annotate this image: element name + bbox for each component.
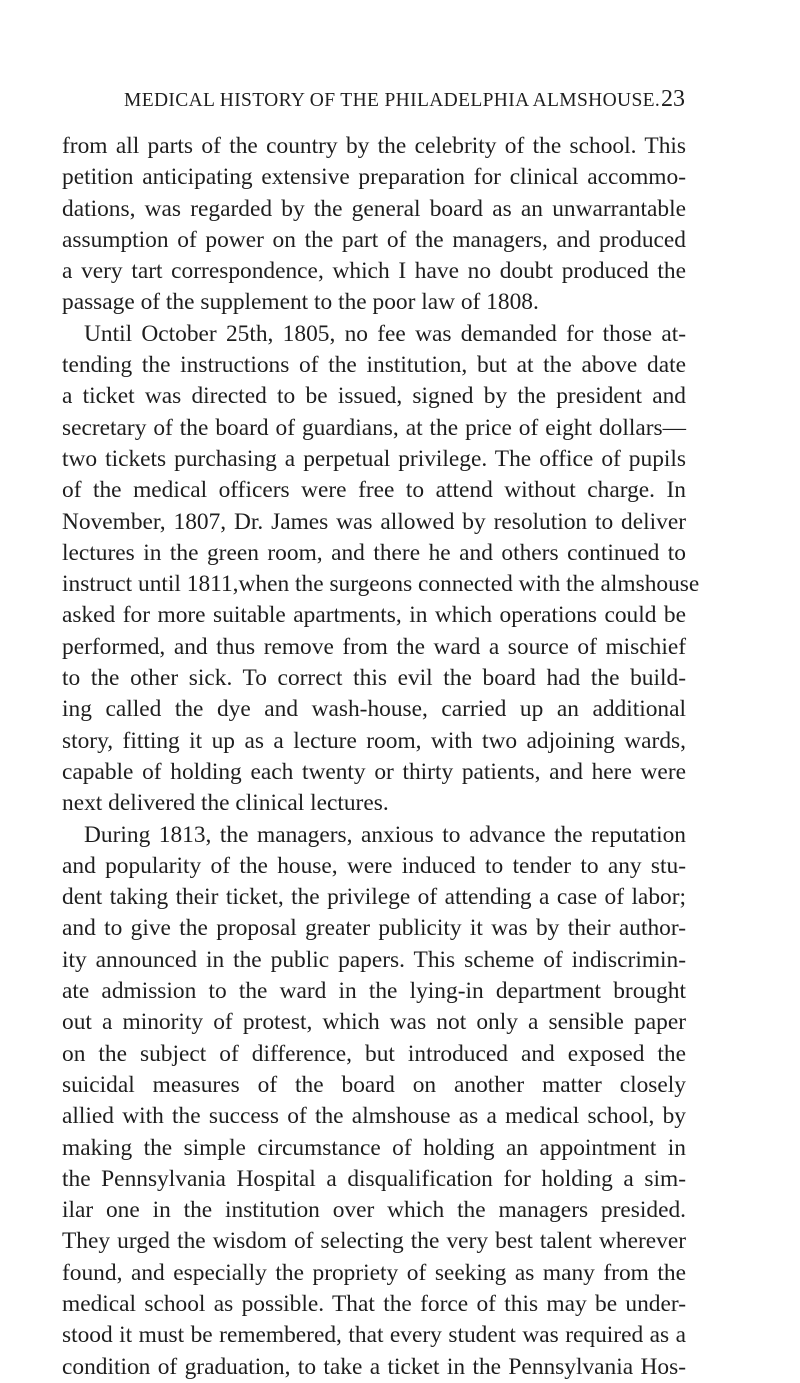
text-line: performed, and thus remove from the ward a source of mischief [62, 633, 686, 660]
text-line: condition of graduation, to take a ticket in the Pennsylvania Hos- [62, 1353, 686, 1380]
text-line: suicidal measures of the board on another matter closely [62, 1071, 686, 1098]
text-line: a very tart correspondence, which I have no doubt produced the [62, 258, 686, 285]
body-text [62, 131, 700, 1383]
running-head [124, 86, 685, 116]
text-line: the Pennsylvania Hospital a disqualification for holding a sim- [62, 1165, 686, 1192]
page-number: 23 [661, 86, 685, 112]
text-line: November, 1807, Dr. James was allowed by resolution to deliver [62, 508, 686, 535]
text-line: secretary of the board of guardians, at the price of eight dollars— [62, 414, 686, 441]
running-title: MEDICAL HISTORY OF THE PHILADELPHIA ALMSHOUSE. [124, 90, 661, 111]
text-line: out a minority of protest, which was not only a sensible paper [62, 1009, 686, 1036]
text-line: a ticket was directed to be issued, signed by the president and [62, 383, 686, 410]
text-line: capable of holding each twenty or thirty patients, and here were [62, 758, 686, 785]
text-line: making the simple circumstance of holding an appointment in [62, 1134, 686, 1161]
text-line: ate admission to the ward in the lying-in department brought [62, 978, 686, 1005]
text-line: medical school as possible. That the force of this may be under- [62, 1290, 686, 1317]
text-line: Until October 25th, 1805, no fee was demanded for those at- [84, 320, 686, 347]
text-line: dent taking their ticket, the privilege of attending a case of labor; [62, 884, 686, 911]
text-line: petition anticipating extensive preparation for clinical accommo- [62, 164, 686, 191]
text-line: allied with the success of the almshouse as a medical school, by [62, 1103, 686, 1130]
text-line: passage of the supplement to the poor law of 1808. [62, 289, 539, 316]
text-line: and to give the proposal greater publicity it was by their author- [62, 915, 686, 942]
text-line: instruct until 1811,when the surgeons connected with the almshouse [62, 571, 700, 598]
text-line: dations, was regarded by the general board as an unwarrantable [62, 195, 686, 222]
text-line: ing called the dye and wash-house, carried up an additional [62, 696, 686, 723]
text-line: to the other sick. To correct this evil the board had the build- [62, 665, 686, 692]
text-line: ilar one in the institution over which the managers presided. [62, 1197, 686, 1224]
text-line: next delivered the clinical lectures. [62, 790, 389, 817]
text-line: and popularity of the house, were induced to tender to any stu- [62, 852, 686, 879]
text-line: of the medical officers were free to attend without charge. In [62, 477, 686, 504]
text-line: During 1813, the managers, anxious to advance the reputation [84, 821, 686, 848]
text-line: from all parts of the country by the celebrity of the school. This [62, 133, 686, 159]
text-line: stood it must be remembered, that every student was required as a [62, 1322, 686, 1349]
text-line: found, and especially the propriety of seeking as many from the [62, 1259, 686, 1286]
text-line: assumption of power on the part of the managers, and produced [62, 226, 686, 253]
text-line: ity announced in the public papers. This scheme of indiscrimin- [62, 946, 686, 973]
text-line: tending the instructions of the institution, but at the above date [62, 352, 686, 379]
text-line: They urged the wisdom of selecting the very best talent wherever [62, 1228, 686, 1255]
text-line: two tickets purchasing a perpetual privilege. The office of pupils [62, 445, 686, 472]
text-line: lectures in the green room, and there he and others continued to [62, 539, 686, 566]
text-line: on the subject of difference, but introduced and exposed the [62, 1040, 686, 1067]
text-line: asked for more suitable apartments, in which operations could be [62, 602, 686, 629]
text-line: story, fitting it up as a lecture room, with two adjoining wards, [62, 727, 686, 754]
